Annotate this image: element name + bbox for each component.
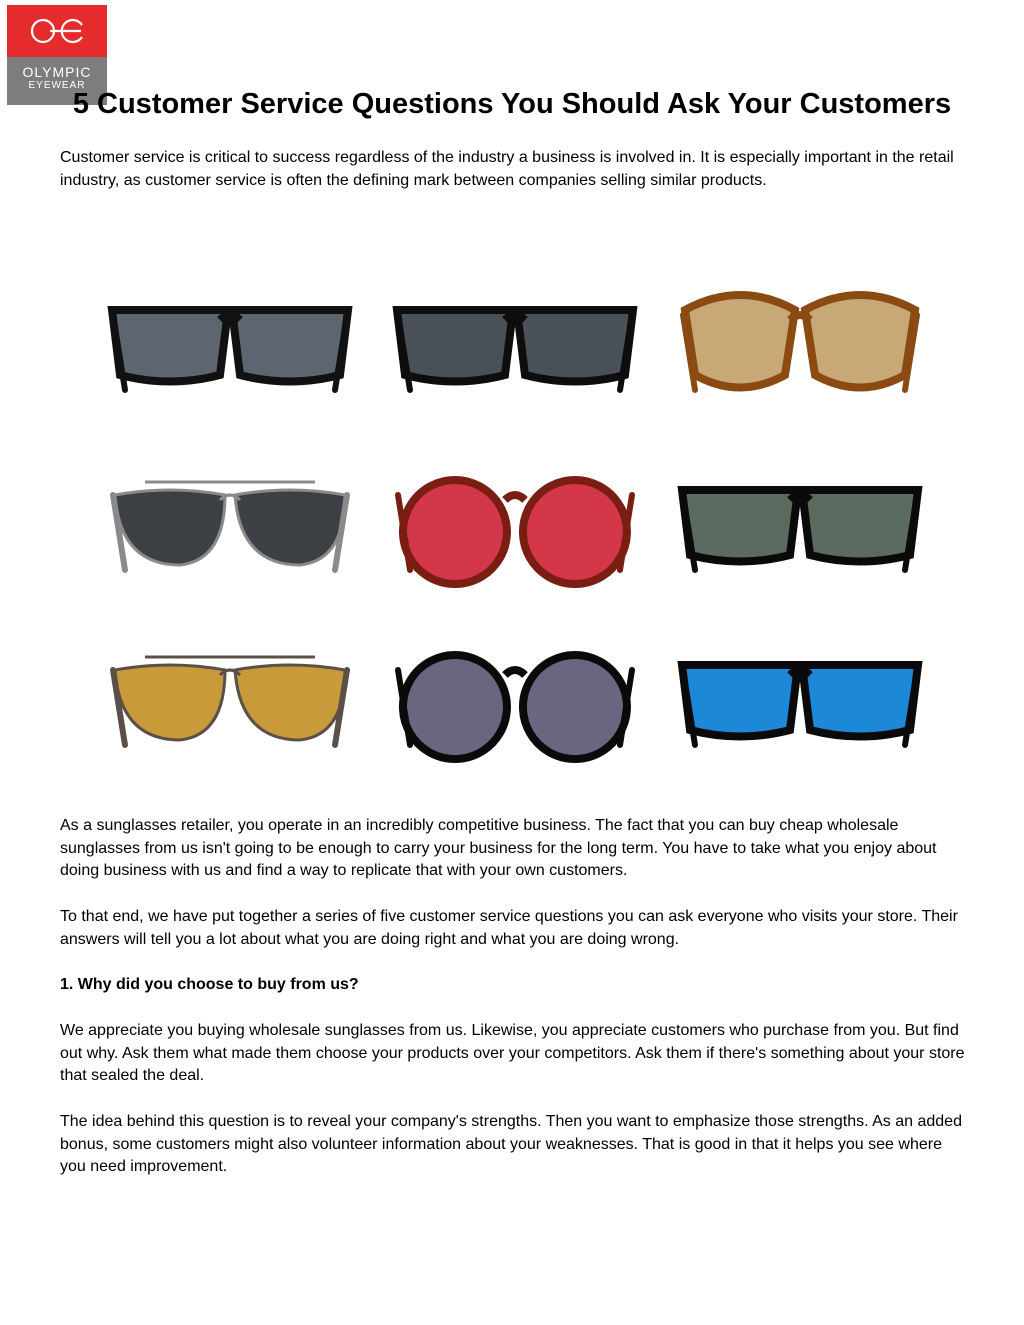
lens-right: [802, 490, 918, 562]
lens-left: [685, 295, 795, 388]
paragraph-five-questions: To that end, we have put together a series of five customer service questions you can ask everyone who visits your store. Their answers will tell you a lot about what you are doing right and what you are doing wrong.: [60, 908, 958, 948]
logo-sub: EYEWEAR: [28, 80, 86, 91]
sunglasses-9-icon: [675, 635, 925, 765]
sunglasses-8-icon: [390, 635, 640, 765]
sunglasses-4-icon: [105, 460, 355, 590]
lens-right: [517, 310, 633, 382]
sunglasses-2-icon: [390, 280, 640, 410]
lens-left: [115, 490, 225, 565]
sunglasses-1-icon: [105, 280, 355, 410]
bridge: [220, 670, 240, 675]
intro-paragraph: Customer service is critical to success regardless of the industry a business is involved in. It is especially important in the retail industry, as customer service is often the defining mark between companies selling similar products.: [60, 149, 954, 189]
lens-right: [802, 665, 918, 737]
lens-right: [523, 655, 627, 759]
lens-right: [805, 295, 915, 388]
oe-logo-icon: [25, 15, 89, 47]
question-1-heading: 1. Why did you choose to buy from us?: [60, 976, 359, 993]
lens-left: [403, 480, 507, 584]
sunglasses-collage: [105, 270, 920, 770]
lens-right: [232, 310, 348, 382]
bridge: [505, 670, 525, 675]
logo-mark: [7, 5, 107, 57]
paragraph-strengths: The idea behind this question is to reveal your company's strengths. Then you want to emphasize those strengths. As an added bonus, some customers might also volunteer information about your weaknesses. That is good in that it helps you see where you need improvement.: [60, 1113, 962, 1176]
page-title: 5 Customer Service Questions You Should Ask Your Customers: [72, 88, 952, 120]
paragraph-competitive: As a sunglasses retailer, you operate in an incredibly competitive business. The fact that you can buy cheap wholesale sunglasses from us isn't going to be enough to carry your business for the long term. You have to take what you enjoy about doing business with us and find a way to replicate that with your own customers.: [60, 817, 937, 880]
lens-right: [235, 665, 345, 740]
lens-left: [403, 655, 507, 759]
bridge: [505, 495, 525, 500]
sunglasses-3-icon: [675, 280, 925, 410]
bridge: [790, 315, 810, 320]
bridge: [220, 495, 240, 500]
lens-left: [112, 310, 228, 382]
sunglasses-5-icon: [390, 460, 640, 590]
lens-left: [682, 490, 798, 562]
lens-left: [397, 310, 513, 382]
lens-right: [235, 490, 345, 565]
paragraph-why-buy: We appreciate you buying wholesale sunglasses from us. Likewise, you appreciate customers who purchase from you. But find out why. Ask them what made them choose your products over your competitors. Ask them if there's something about your store that sealed the deal.: [60, 1022, 965, 1085]
lens-left: [682, 665, 798, 737]
sunglasses-7-icon: [105, 635, 355, 765]
lens-right: [523, 480, 627, 584]
lens-left: [115, 665, 225, 740]
sunglasses-6-icon: [675, 460, 925, 590]
logo-brand: OLYMPIC: [22, 64, 92, 80]
